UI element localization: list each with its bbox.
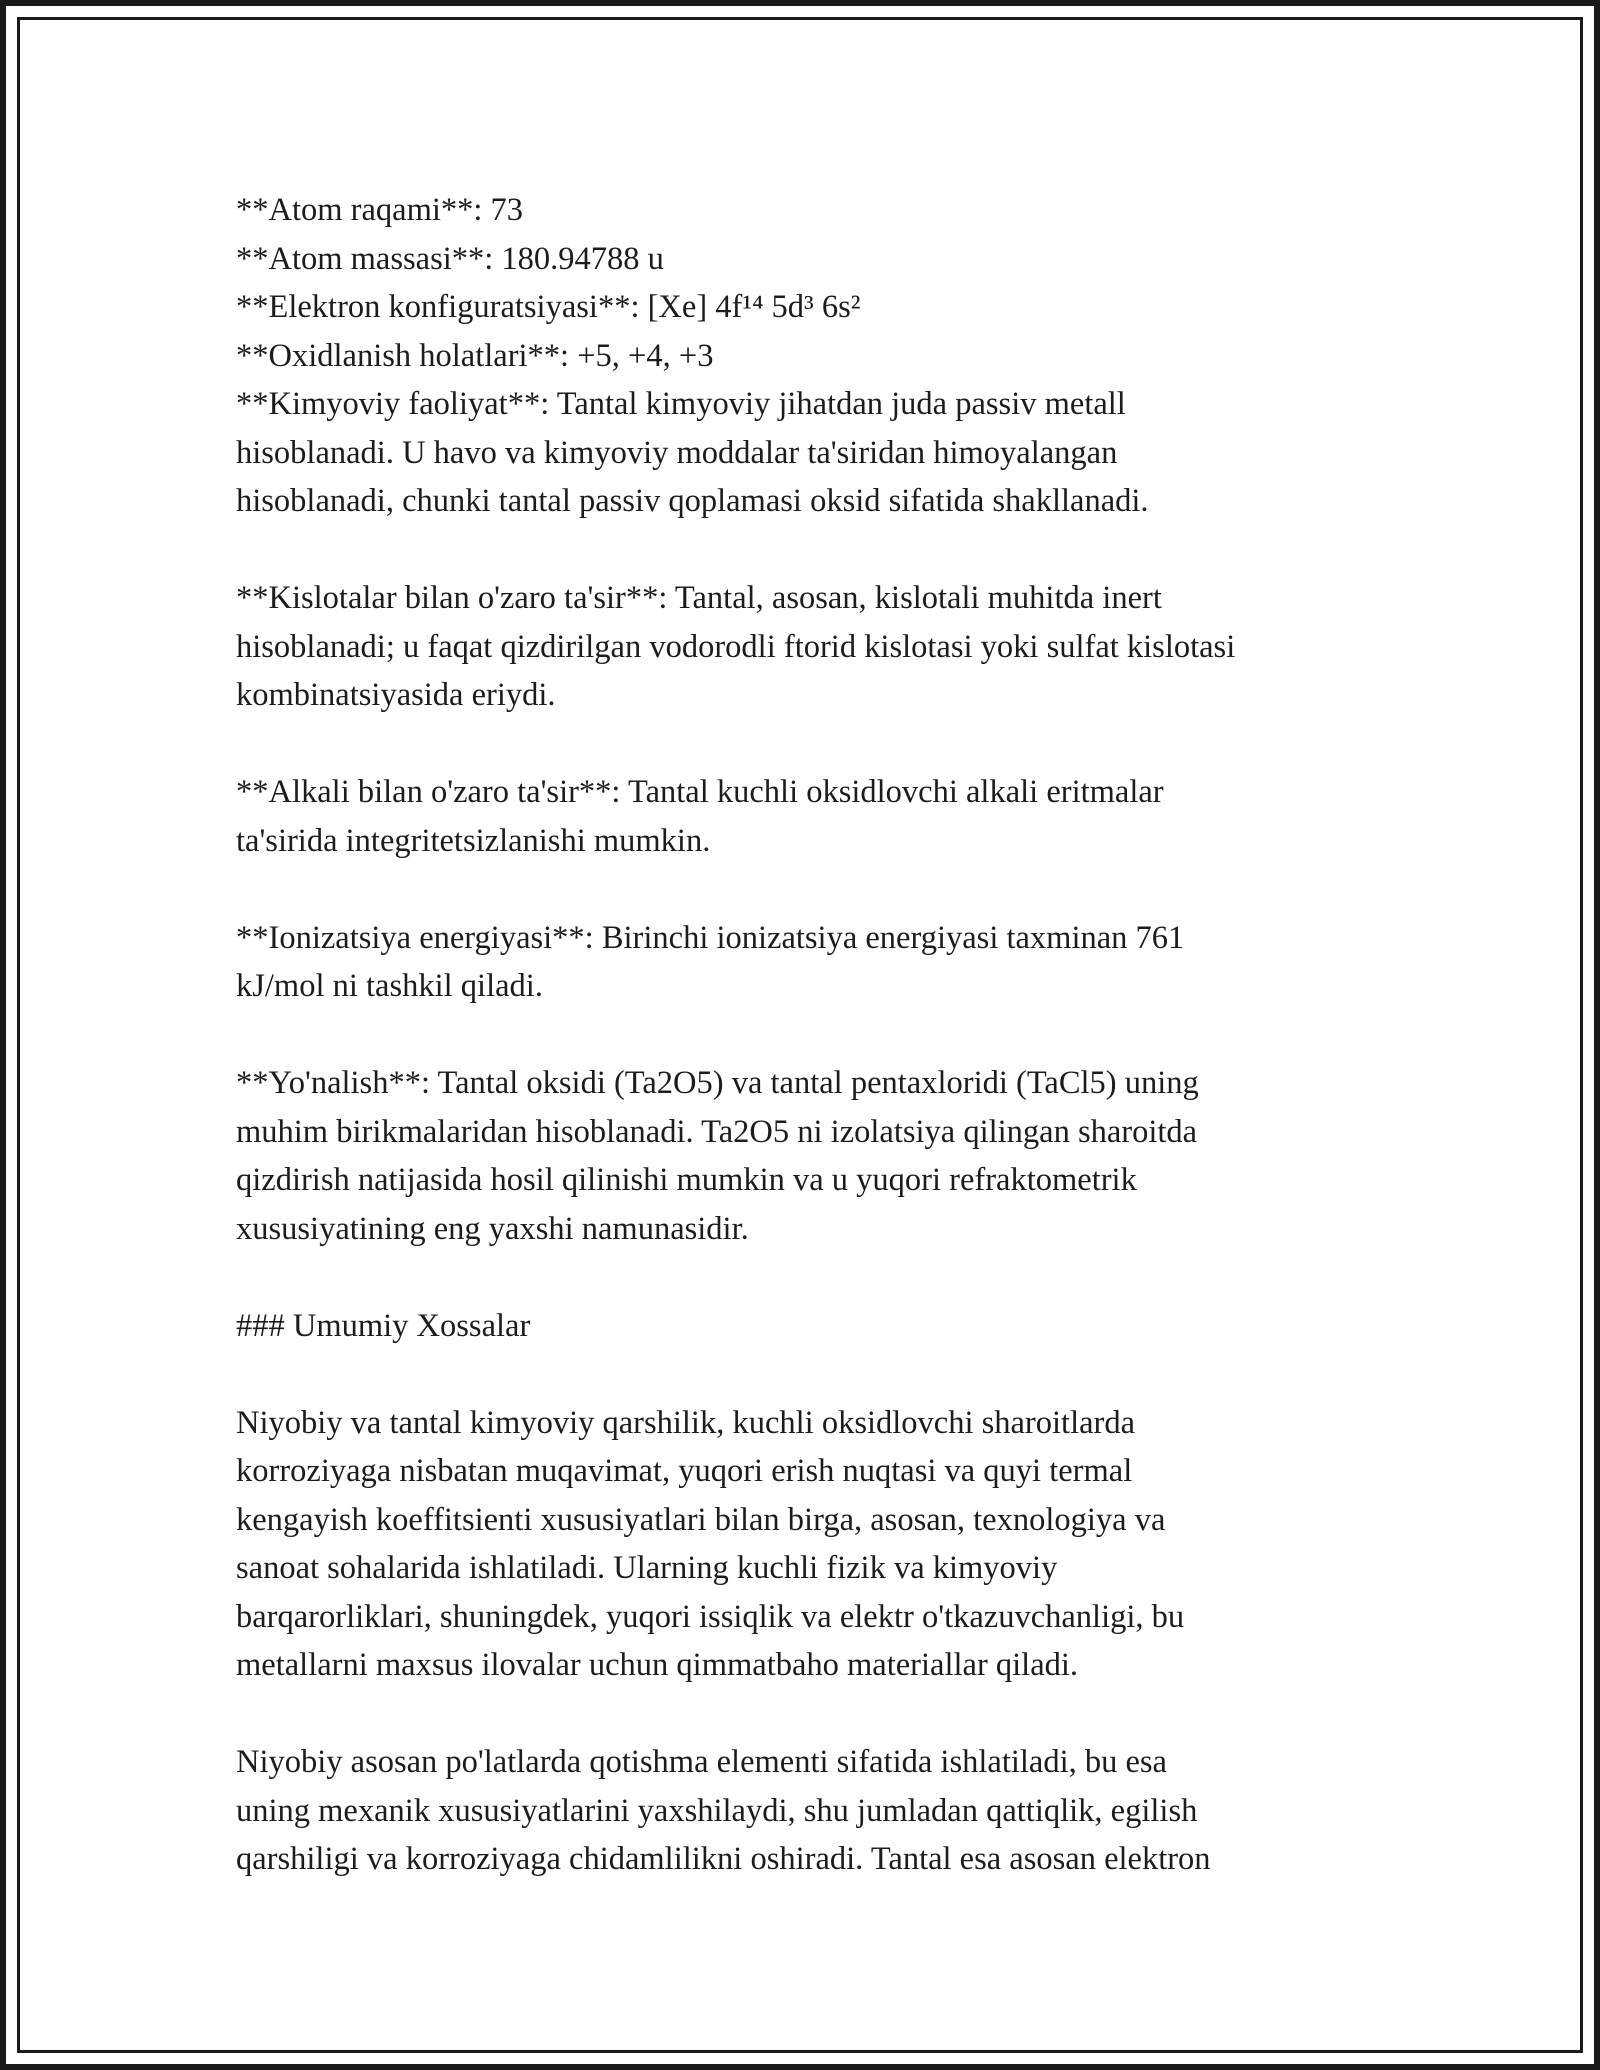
chemical-activity-paragraph: **Kimyoviy faoliyat**: Tantal kimyoviy jihatdan juda passiv metall hisoblanadi. U havo va kimyoviy moddalar ta'siridan himoyalangan hisoblanadi, chunki tantal passiv qoplamasi oksid sifatida shakllanadi. [236,386,1149,519]
ionization-energy-paragraph: **Ionizatsiya energiyasi**: Birinchi ionizatsiya energiyasi taxminan 761 kJ/mol ni tashkil qiladi. [236,919,1185,1004]
alkali-interaction-paragraph: **Alkali bilan o'zaro ta'sir**: Tantal kuchli oksidlovchi alkali eritmalar ta'sirida integritetsizlanishi mumkin. [236,774,1164,859]
paragraph-gap [236,865,1406,914]
paragraph-gap [236,1690,1406,1739]
section-heading: ### Umumiy Xossalar [236,1307,531,1344]
general-paragraph-2: Niyobiy asosan po'latlarda qotishma elementi sifatida ishlatiladi, bu esa uning mexanik xususiyatlarini yaxshilaydi, shu jumladan qattiqlik, egilish qarshiligi va korroziyaga chidamlilikni oshiradi. Tantal esa asosan elektron [236,1744,1211,1877]
document-body [236,186,1406,1884]
paragraph-gap [236,720,1406,769]
paragraph-gap [236,1350,1406,1399]
general-paragraph-1: Niyobiy va tantal kimyoviy qarshilik, kuchli oksidlovchi sharoitlarda korroziyaga nisbatan muqavimat, yuqori erish nuqtasi va quyi termal kengayish koeffitsienti xususiyatlari bilan birga, asosan, texnologiya va sanoat sohalarida ishlatiladi. Ularning kuchli fizik va kimyoviy barqarorliklari, shuningdek, yuqori issiqlik va elektr o'tkazuvchanligi, bu metallarni maxsus ilovalar uchun qimmatbaho materiallar qiladi. [236,1404,1185,1683]
paragraph-gap [236,1011,1406,1060]
paragraph-gap [236,526,1406,575]
atom-number-line: **Atom raqami**: 73 [236,192,524,228]
oxidation-states-line: **Oxidlanish holatlari**: +5, +4, +3 [236,337,714,374]
paragraph-gap [236,1253,1406,1302]
acid-interaction-paragraph: **Kislotalar bilan o'zaro ta'sir**: Tantal, asosan, kislotali muhitda inert hisoblanadi; u faqat qizdirilgan vodorodli ftorid kislotasi yoki sulfat kislotasi kombinatsiyasida eriydi. [236,580,1236,713]
direction-paragraph: **Yo'nalish**: Tantal oksidi (Ta2O5) va tantal pentaxloridi (TaCl5) uning muhim birikmalaridan hisoblanadi. Ta2O5 ni izolatsiya qilingan sharoitda qizdirish natijasida hosil qilinishi mumkin va u yuqori refraktometrik xususiyatining eng yaxshi namunasidir. [236,1065,1199,1247]
atom-mass-line: **Atom massasi**: 180.94788 u [236,240,664,277]
electron-config-line: **Elektron konfiguratsiyasi**: [Xe] 4f¹⁴ 5d³ 6s² [236,289,861,325]
